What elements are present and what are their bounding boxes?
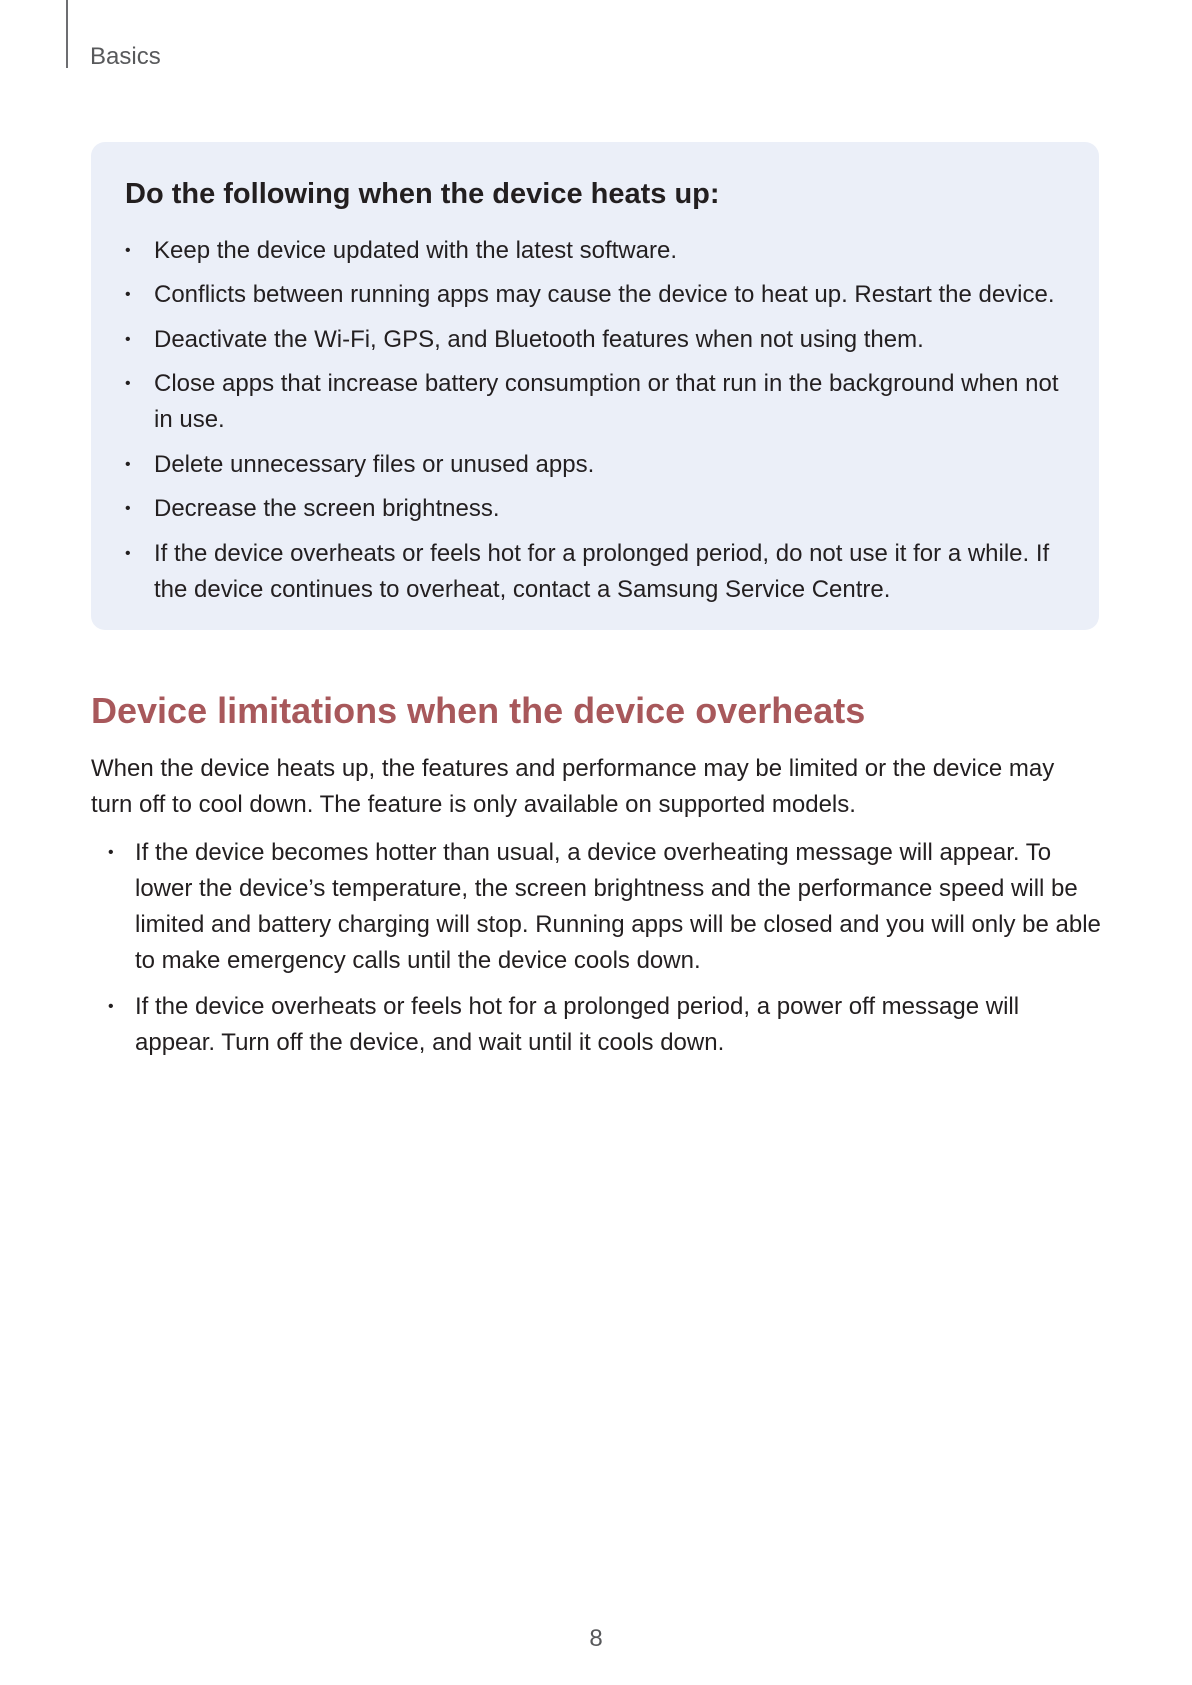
bullet-icon: • [108,998,114,1015]
list-item-text: If the device overheats or feels hot for a prolonged period, a power off message will appear. Turn off the device, and wait until it cools down. [135,993,1020,1056]
bullet-icon: • [125,286,131,304]
list-item-text: Conflicts between running apps may cause the device to heat up. Restart the device. [154,281,1055,309]
note-list [125,233,1069,608]
list-item-text: Keep the device updated with the latest software. [154,236,677,264]
list-item-text: Close apps that increase battery consumption or that run in the background when not in use. [154,370,1059,434]
section-title: Device limitations when the device overheats [91,690,866,731]
list-item-text: If the device becomes hotter than usual, a device overheating message will appear. To lower the device’s temperature, the screen brightness and the performance speed will be limited and battery charging will stop. Running apps will be closed and you will only be able to make emergency calls until the device cools down. [135,839,1101,974]
note-title: Do the following when the device heats up: [125,178,720,210]
list-item [125,491,1069,527]
list-item-text: Deactivate the Wi-Fi, GPS, and Bluetooth features when not using them. [154,325,924,353]
bullet-icon: • [125,330,131,348]
list-item [125,447,1069,483]
bullet-icon: • [125,375,131,393]
bullet-icon: • [125,500,131,518]
section-intro: When the device heats up, the features and performance may be limited or the device may turn off to cool down. The feature is only available on supported models. [91,755,1055,818]
bullet-icon: • [125,544,131,562]
list-item-text: If the device overheats or feels hot for a prolonged period, do not use it for a while. If the device continues to overheat, contact a Samsung Service Centre. [154,539,1050,603]
bullet-icon: • [125,241,131,259]
list-item [108,835,1103,979]
list-item-text: Delete unnecessary files or unused apps. [154,450,595,478]
list-item [125,536,1069,608]
note-box [91,142,1099,630]
header-divider [66,0,68,68]
bullet-icon: • [125,455,131,473]
list-item [125,233,1069,269]
list-item [108,989,1103,1061]
section-label: Basics [90,43,161,70]
page-number: 8 [589,1625,603,1652]
list-item [125,322,1069,358]
list-item [125,277,1069,313]
section-list [108,835,1103,1071]
list-item-text: Decrease the screen brightness. [154,495,500,523]
bullet-icon: • [108,844,114,861]
list-item [125,366,1069,438]
